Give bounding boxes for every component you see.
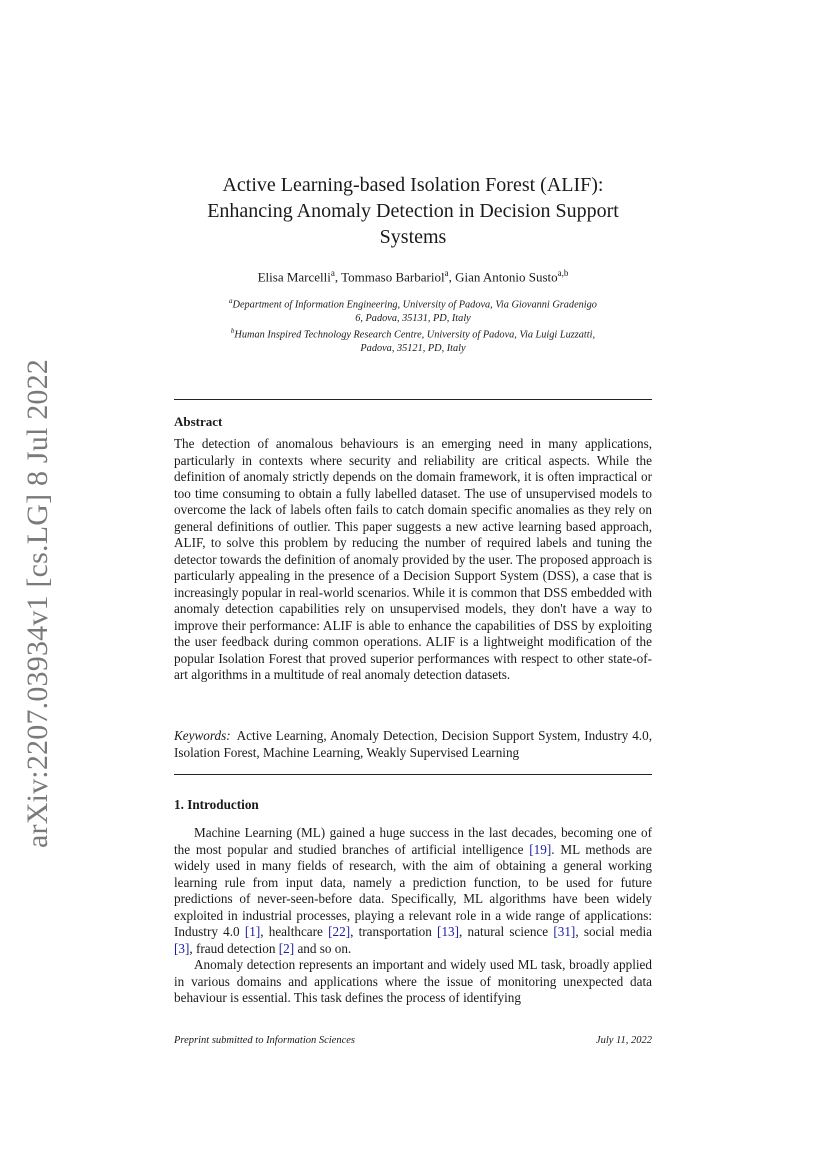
affiliation-mark: b [230, 327, 235, 336]
introduction-body [174, 825, 652, 1007]
footer-preprint-note: Preprint submitted to Information Sciences [174, 1035, 356, 1046]
text-run: . ML methods are widely used in many fields of research, with the aim of obtaining a general working learning rule from input data, namely a prediction function, to be used for future predictions of never-seen-before data. Specifically, ML algorithms have been widely exploited in industrial processes, playing a relevant role in a wide range of applications: Industry 4.0 [174, 841, 652, 939]
abstract-top-rule [174, 399, 652, 400]
paper-title [174, 172, 652, 250]
citation-link[interactable]: [19] [529, 841, 552, 857]
title-line: Active Learning-based Isolation Forest (ALIF): [222, 174, 604, 196]
abstract-text: The detection of anomalous behaviours is an emerging need in many applications, particularly in contexts where security and reliability are critical aspects. While the definition of anomaly strictly depends on the domain framework, it is often impractical or too time consuming to obtain a fully labelled dataset. The use of unsupervised models to overcome the lack of labels often fails to catch domain specific anomalies as they rely on general definitions of outlier. This paper suggests a new active learning based approach, ALIF, to solve this problem by reducing the number of required labels and tuning the detector towards the definition of anomaly provided by the user. The proposed approach is particularly appealing in the presence of a Decision Support System (DSS), a case that is increasingly popular in real-world scenarios. While it is common that DSS embedded with anomaly detection capabilities rely on unsupervised models, they don't have a way to improve their performance: ALIF is able to enhance the capabilities of DSS by exploiting the user feedback during common operations. ALIF is a lightweight modification of the popular Isolation Forest that proved superior performances with respect to other state-of-art algorithms in a multitude of real anomaly detection datasets. [174, 436, 652, 682]
citation-link[interactable]: [22] [328, 924, 351, 939]
keywords-label: Keywords: [174, 728, 231, 743]
citation-link[interactable]: [31] [553, 924, 576, 939]
affiliation-mark: a [229, 297, 233, 305]
citation-link[interactable]: [3] [174, 940, 190, 956]
affiliation-text: Padova, 35121, PD, Italy [360, 343, 466, 355]
paragraph [174, 825, 652, 957]
text-run: Machine Learning (ML) gained a huge success in the last decades, becoming one of the most popular and studied branches of artificial intelligence [174, 825, 652, 857]
author-name: Elisa Marcelli [257, 269, 331, 285]
author-name: Gian Antonio Susto [455, 269, 558, 285]
affiliation-b [174, 325, 652, 355]
citation-link[interactable]: [2] [278, 940, 295, 956]
arxiv-stamp-text: arXiv:2207.03934v1 [cs.LG] 8 Jul 2022 [21, 358, 54, 848]
keywords [174, 728, 652, 761]
title-line: Systems [379, 226, 447, 248]
affiliation-a [174, 295, 652, 325]
author-affiliation-mark: a [444, 268, 449, 278]
abstract-bottom-rule [174, 774, 652, 775]
text-run: , transportation [350, 924, 438, 939]
abstract-heading: Abstract [174, 414, 223, 429]
text-run: and so on. [294, 940, 352, 956]
citation-link[interactable]: [13] [437, 924, 460, 939]
section-heading-introduction: 1. Introduction [174, 797, 259, 812]
affiliation-text: Human Inspired Technology Research Centre, University of Padova, Via Luigi Luzzatti, [234, 329, 596, 341]
author-affiliation-mark: a,b [557, 268, 569, 278]
author-name: Tommaso Barbariol [341, 269, 445, 285]
footer-date: July 11, 2022 [595, 1035, 652, 1046]
text-run: , fraud detection [189, 940, 279, 956]
keywords-text: Active Learning, Anomaly Detection, Decision Support System, Industry 4.0, Isolation Forest, Machine Learning, Weakly Supervised Learning [174, 728, 652, 760]
affiliation-text: 6, Padova, 35131, PD, Italy [355, 312, 471, 324]
citation-link[interactable]: [1] [244, 924, 261, 939]
text-run: , social media [575, 924, 653, 939]
paragraph: Anomaly detection represents an important and widely used ML task, broadly applied in various domains and applications where the issue of monitoring unexpected data behaviour is essential. This task defines the process of identifying [174, 957, 652, 1005]
text-run: , healthcare [260, 924, 329, 939]
arxiv-stamp [18, 358, 58, 848]
author-list: Elisa Marcelli$^a$, Tommaso Barbariol$^a$, Gian Antonio Susto$^{a,b}$ [257, 268, 569, 285]
text-run: , natural science [459, 924, 554, 939]
author-affiliation-mark: a [330, 268, 335, 278]
affiliation-text: Department of Information Engineering, University of Padova, Via Giovanni Gradenigo [232, 299, 597, 311]
title-line: Enhancing Anomaly Detection in Decision Support [207, 200, 619, 222]
affiliations [174, 295, 652, 356]
